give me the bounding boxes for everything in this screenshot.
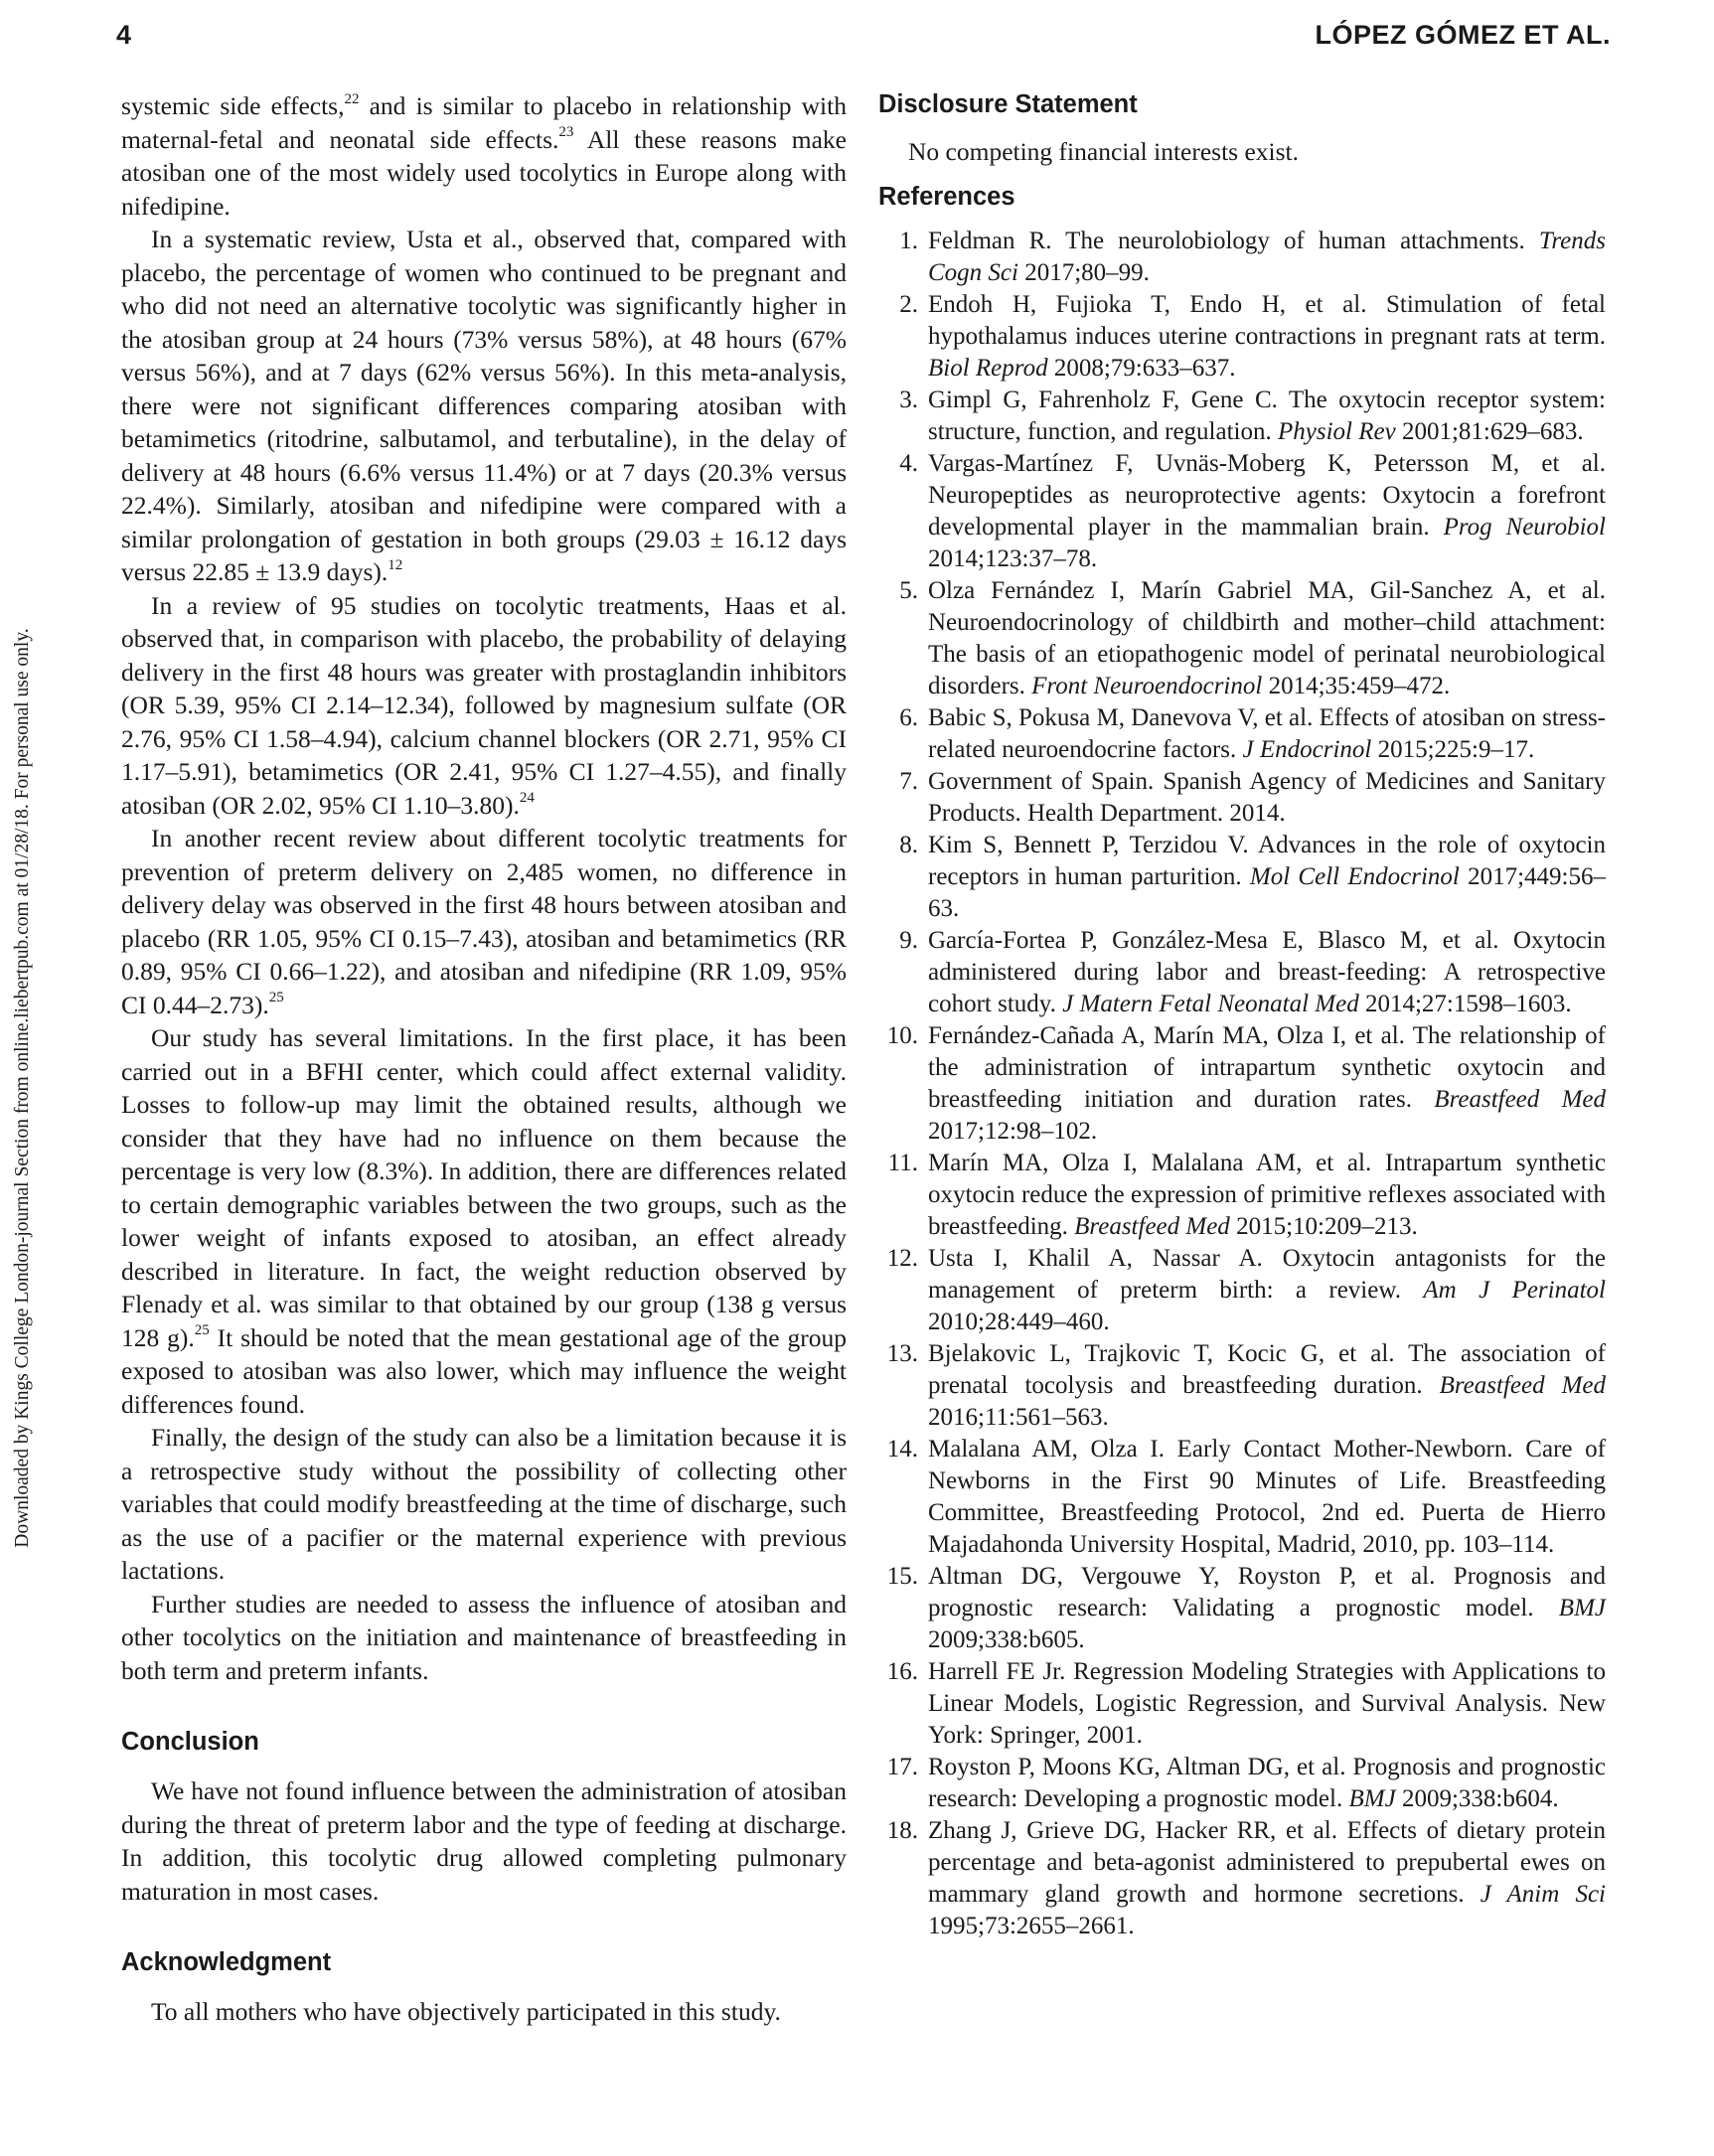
reference-item — [878, 925, 1606, 1020]
reference-number: 4. — [899, 450, 918, 477]
reference-text: Harrell FE Jr. Regression Modeling Strategies with Applications to Linear Models, Logistic Regression, and Survival Analysis. New York: Springer, 2001. — [928, 1658, 1606, 1749]
reference-item — [878, 448, 1606, 575]
reference-item — [878, 766, 1606, 830]
reference-item — [878, 1338, 1606, 1434]
reference-item — [878, 1434, 1606, 1561]
running-head: LÓPEZ GÓMEZ ET AL. — [1315, 20, 1611, 50]
body-paragraph: In a review of 95 studies on tocolytic treatments, Haas et al. observed that, in comparison with placebo, the probability of delaying delivery in the first 48 hours was greater with prostaglandin inhibitors (OR 5.39, 95% CI 2.14–12.34), followed by magnesium sulfate (OR 2.76, 95% CI 1.58–4.94), calcium channel blockers (OR 2.71, 95% CI 1.17–5.91), betamimetics (OR 2.41, 95% CI 1.27–4.55), and finally atosiban (OR 2.02, 95% CI 1.10–3.80).$^{24}$ — [121, 590, 847, 820]
reference-number: 17. — [886, 1754, 918, 1780]
reference-number: 3. — [899, 386, 918, 413]
reference-journal: Prog Neurobiol — [1443, 514, 1606, 540]
reference-citation: 2017;80–99. — [1017, 259, 1150, 286]
reference-number: 2. — [899, 291, 918, 318]
reference-journal: Breastfeed Med — [1074, 1213, 1230, 1240]
reference-journal: Front Neuroendocrinol — [1031, 673, 1263, 699]
body-paragraph: In a systematic review, Usta et al., observed that, compared with placebo, the percentage of women who continued to be pregnant and who did not need an alternative tocolytic was significantly higher in the atosiban group at 24 hours (73% versus 58%), at 48 hours (67% versus 56%), and at 7 days (62% versus 56%). In this meta-analysis, there were not significant differences comparing atosiban with betamimetics (ritodrine, salbutamol, and terbutaline), in the delay of delivery at 48 hours (6.6% versus 11.4%) or at 7 days (20.3% versus 22.4%). Similarly, atosiban and nifedipine were compared with a similar prolongation of gestation in both groups (29.03 ± 16.12 days versus 22.85 ± 13.9 days).$^{12}$ — [121, 225, 847, 586]
acknowledgment-text: To all mothers who have objectively participated in this study. — [151, 1997, 781, 2026]
reference-journal: J Anim Sci — [1480, 1881, 1606, 1908]
reference-item — [878, 1243, 1606, 1338]
reference-citation: 2010;28:449–460. — [928, 1309, 1110, 1335]
disclosure-heading: Disclosure Statement — [878, 90, 1138, 118]
reference-text: Fernández-Cañada A, Marín MA, Olza I, et al. The relationship of the administration of intrapartum synthetic oxytocin and breastfeeding initiation and duration rates. — [928, 1022, 1606, 1113]
reference-number: 13. — [886, 1340, 918, 1367]
right-column — [878, 89, 1606, 1942]
reference-item — [878, 830, 1606, 925]
reference-journal: Am J Perinatol — [1423, 1277, 1606, 1304]
reference-number: 1. — [899, 228, 918, 254]
citation: 12 — [388, 556, 403, 573]
reference-journal: BMJ — [1348, 1785, 1396, 1812]
reference-number: 11. — [887, 1150, 918, 1176]
reference-citation: 2014;27:1598–1603. — [1358, 991, 1572, 1017]
reference-citation: 2015;10:209–213. — [1229, 1213, 1418, 1240]
reference-citation: 2014;123:37–78. — [928, 545, 1098, 572]
reference-item — [878, 1561, 1606, 1656]
reference-item — [878, 1656, 1606, 1752]
reference-list — [878, 226, 1606, 1942]
reference-journal: Physiol Rev — [1277, 418, 1396, 445]
disclosure-text: No competing financial interests exist. — [908, 137, 1300, 166]
reference-item — [878, 289, 1606, 385]
reference-number: 9. — [899, 927, 918, 954]
reference-citation: 2014;35:459–472. — [1262, 673, 1451, 699]
citation: 25 — [268, 990, 284, 1005]
reference-text: Government of Spain. Spanish Agency of Medicines and Sanitary Products. Health Department. 2014. — [928, 768, 1606, 827]
reference-text: Olza Fernández I, Marín Gabriel MA, Gil-Sanchez A, et al. Neuroendocrinology of childbirth and mother–child attachment: The basis of an etiopathogenic model of perinatal neurobiological disorders. — [928, 577, 1606, 699]
body-paragraph: Our study has several limitations. In the first place, it has been carried out in a BFHI center, which could affect external validity. Losses to follow-up may limit the obtained results, although we consider that they have had no influence on them because the percentage is very low (8.3%). In addition, there are differences related to certain demographic variables between the two groups, such as the lower weight of infants exposed to atosiban, an effect already described in literature. In fact, the weight reduction observed by Flenady et al. was similar to that obtained by our group (138 g versus 128 g).$^{25}$ It should be noted that the mean gestational age of the group exposed to atosiban was also lower, which may influence the weight differences found. — [121, 1023, 847, 1419]
reference-number: 15. — [886, 1563, 918, 1590]
reference-text: Babic S, Pokusa M, Danevova V, et al. Effects of atosiban on stress-related neuroendocrine factors. — [928, 704, 1606, 763]
reference-item — [878, 1148, 1606, 1243]
reference-text: Malalana AM, Olza I. Early Contact Mother-Newborn. Care of Newborns in the First 90 Minutes of Life. Breastfeeding Committee, Breastfeeding Protocol, 2nd ed. Puerta de Hierro Majadahonda University Hospital, Madrid, 2010, pp. 103–114. — [928, 1436, 1606, 1558]
reference-journal: Biol Reprod — [928, 355, 1048, 382]
reference-journal: Mol Cell Endocrinol — [1249, 863, 1460, 890]
reference-number: 12. — [886, 1245, 918, 1272]
reference-journal: Breastfeed Med — [1434, 1086, 1607, 1113]
reference-number: 6. — [899, 704, 918, 731]
reference-text: Feldman R. The neurolobiology of human attachments. — [928, 228, 1539, 254]
citation: 23 — [558, 124, 574, 140]
reference-citation: 2008;79:633–637. — [1047, 355, 1236, 382]
reference-citation: 2016;11:561–563. — [928, 1404, 1109, 1431]
reference-item — [878, 575, 1606, 702]
reference-citation: 1995;73:2655–2661. — [928, 1913, 1135, 1939]
reference-number: 5. — [899, 577, 918, 604]
reference-text: Vargas-Martínez F, Uvnäs-Moberg K, Petersson M, et al. Neuropeptides as neuroprotective agents: Oxytocin a forefront developmental player in the mammalian brain. — [928, 450, 1606, 540]
reference-number: 16. — [886, 1658, 918, 1685]
conclusion-text: We have not found influence between the administration of atosiban during the threat of preterm labor and the type of feeding at discharge. In addition, this tocolytic drug allowed completing pulmonary maturation in most cases. — [121, 1776, 847, 1906]
reference-number: 14. — [886, 1436, 918, 1463]
download-watermark-note: Downloaded by Kings College London-journal Section from online.liebertpub.com at 01/28/18. For personal use only. — [12, 628, 33, 1548]
reference-text: Altman DG, Vergouwe Y, Royston P, et al. Prognosis and prognostic research: Validating a prognostic model. — [928, 1563, 1606, 1621]
reference-item — [878, 1020, 1606, 1148]
reference-citation: 2001;81:629–683. — [1395, 418, 1584, 445]
reference-item — [878, 385, 1606, 448]
reference-citation: 2009;338:b605. — [928, 1626, 1085, 1653]
reference-text: Zhang J, Grieve DG, Hacker RR, et al. Effects of dietary protein percentage and beta-agonist administered to prepubertal ewes on mammary gland growth and hormone secretions. — [928, 1817, 1606, 1908]
reference-item — [878, 1815, 1606, 1942]
reference-journal: J Endocrinol — [1242, 736, 1372, 763]
references-heading: References — [878, 183, 1015, 211]
body-paragraph: Finally, the design of the study can also be a limitation because it is a retrospective study without the possibility of collecting other variables that could modify breastfeeding at the time of discharge, such as the use of a pacifier or the maternal experience with previous lactations. — [121, 1423, 847, 1585]
reference-text: Usta I, Khalil A, Nassar A. Oxytocin antagonists for the management of preterm birth: a review. — [928, 1245, 1606, 1304]
acknowledgment-heading: Acknowledgment — [121, 1948, 332, 1976]
reference-text: Marín MA, Olza I, Malalana AM, et al. Intrapartum synthetic oxytocin reduce the expression of primitive reflexes associated with breastfeeding. — [928, 1150, 1606, 1240]
reference-citation: 2017;12:98–102. — [928, 1118, 1098, 1145]
reference-number: 18. — [886, 1817, 918, 1844]
citation: 24 — [519, 790, 535, 806]
reference-citation: 2009;338:b604. — [1395, 1785, 1559, 1812]
reference-item — [878, 702, 1606, 766]
page-number: 4 — [116, 20, 132, 50]
reference-item — [878, 1752, 1606, 1815]
citation: 25 — [194, 1322, 210, 1338]
reference-text: Kim S, Bennett P, Terzidou V. Advances in the role of oxytocin receptors in human parturition. — [928, 832, 1606, 890]
left-column — [121, 89, 847, 2029]
reference-number: 8. — [899, 832, 918, 858]
body-paragraph: systemic side effects,$^{22}$ and is similar to placebo in relationship with maternal-fetal and neonatal side effects.$^{23}$ All these reasons make atosiban one of the most widely used tocolytics in Europe along with nifedipine. — [121, 90, 847, 221]
reference-journal: J Matern Fetal Neonatal Med — [1062, 991, 1359, 1017]
conclusion-heading: Conclusion — [121, 1728, 259, 1756]
reference-number: 10. — [886, 1022, 918, 1049]
reference-text: Endoh H, Fujioka T, Endo H, et al. Stimulation of fetal hypothalamus induces uterine contractions in pregnant rats at term. — [928, 291, 1606, 350]
reference-journal: BMJ — [1558, 1595, 1606, 1621]
reference-journal: Breastfeed Med — [1439, 1372, 1606, 1399]
body-paragraph: Further studies are needed to assess the influence of atosiban and other tocolytics on the initiation and maintenance of breastfeeding in both term and preterm infants. — [121, 1589, 847, 1685]
reference-citation: 2015;225:9–17. — [1371, 736, 1535, 763]
reference-text: Bjelakovic L, Trajkovic T, Kocic G, et al. The association of prenatal tocolysis and breastfeeding duration. — [928, 1340, 1606, 1399]
body-paragraph: In another recent review about different tocolytic treatments for prevention of preterm delivery on 2,485 women, no difference in delivery delay was observed in the first 48 hours between atosiban and placebo (RR 1.05, 95% CI 0.15–7.43), atosiban and betamimetics (RR 0.89, 95% CI 0.66–1.22), and atosiban and nifedipine (RR 1.09, 95% CI 0.44–2.73).$^{25}$ — [121, 824, 847, 1019]
citation: 22 — [344, 90, 360, 107]
reference-citation: 2017;449:56–63. — [928, 863, 1606, 922]
reference-number: 7. — [899, 768, 918, 795]
reference-text: Gimpl G, Fahrenholz F, Gene C. The oxytocin receptor system: structure, function, and regulation. — [928, 386, 1606, 445]
reference-journal: Trends Cogn Sci — [928, 228, 1606, 286]
reference-item — [878, 226, 1606, 289]
reference-text: Royston P, Moons KG, Altman DG, et al. Prognosis and prognostic research: Developing a prognostic model. — [928, 1754, 1606, 1812]
reference-text: García-Fortea P, González-Mesa E, Blasco M, et al. Oxytocin administered during labor and breast-feeding: A retrospective cohort study. — [928, 927, 1606, 1017]
